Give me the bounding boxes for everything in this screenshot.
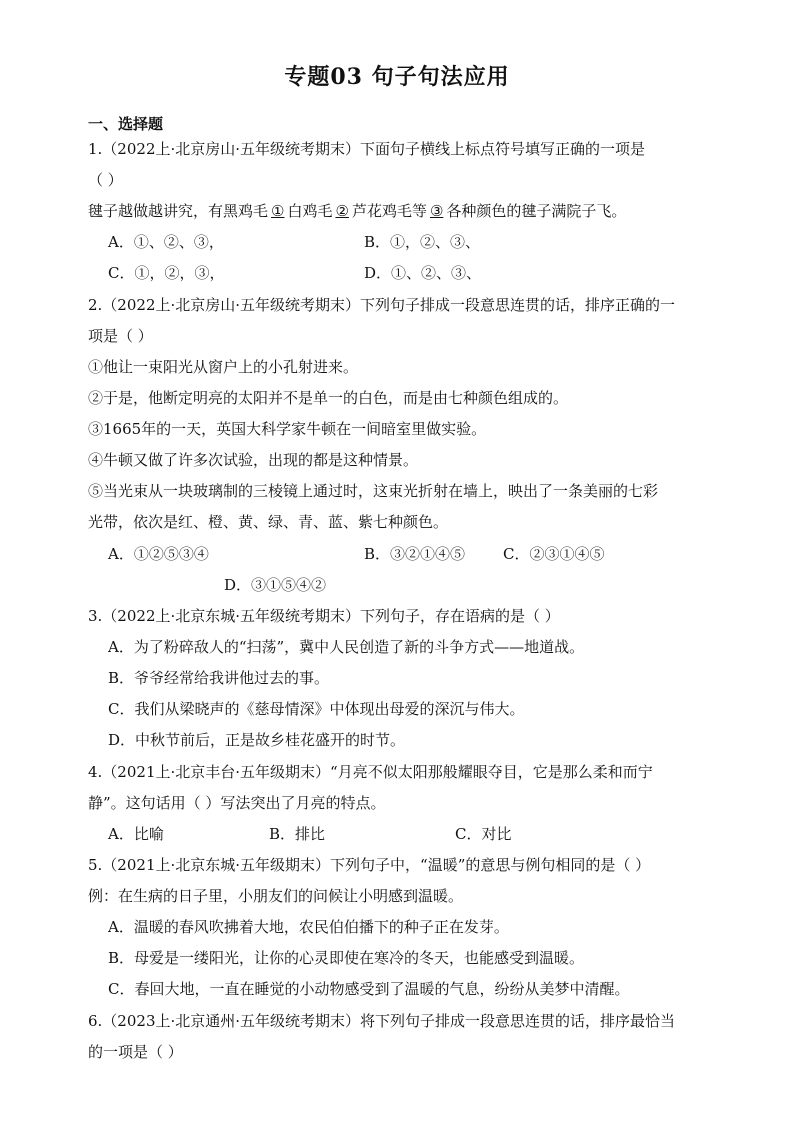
q2-option-b: B．③②①④⑤: [364, 545, 466, 563]
q2-option-d: D．③①⑤④②: [224, 576, 327, 594]
q1-sentence: [88, 201, 626, 221]
q3-option-c: C．我们从梁晓声的《慈母情深》中体现出母爱的深沉与伟大。: [108, 700, 525, 718]
q1-blank-3: ③: [429, 202, 444, 220]
q2-item-1: ①他让一束阳光从窗户上的小孔射进来。: [88, 358, 359, 376]
q5-stem: 5.（2021上·北京东城·五年级期末）下列句子中，“温暖”的意思与例句相同的是（ ）: [88, 856, 651, 874]
q1-sentence-part3: 芦花鸡毛等: [351, 202, 427, 220]
q5-option-b: B．母爱是一缕阳光，让你的心灵即使在寒冷的冬天，也能感受到温暖。: [108, 949, 585, 967]
q1-stem: 1.（2022上·北京房山·五年级统考期末）下面句子横线上标点符号填写正确的一项是: [88, 140, 646, 158]
q1-option-c: C．①，②，③，: [108, 264, 225, 282]
q2-option-c: C．②③①④⑤: [503, 545, 605, 563]
q6-stem-line2: 的一项是（ ）: [88, 1043, 183, 1061]
q2-item-4: ④牛顿又做了许多次试验，出现的都是这种情景。: [88, 451, 419, 469]
q2-item-3: ③1665年的一天，英国大科学家牛顿在一间暗室里做实验。: [88, 420, 487, 438]
q1-sentence-part4: 各种颜色的毽子满院子飞。: [446, 202, 627, 220]
q4-stem-line1: 4.（2021上·北京丰台·五年级期末）“月亮不似太阳那般耀眼夺目，它是那么柔和而宁: [88, 763, 653, 781]
q1-blank-2: ②: [335, 202, 349, 220]
q5-example: 例：在生病的日子里，小朋友们的问候让小明感到温暖。: [88, 887, 464, 905]
q2-stem-line2: 项是（ ）: [88, 327, 153, 345]
q1-option-b: B．①，②、③、: [364, 233, 481, 251]
q1-option-d: D．①、②、③、: [364, 264, 482, 282]
section-heading: 一、选择题: [88, 115, 164, 133]
q3-option-a: A．为了粉碎敌人的“扫荡”，冀中人民创造了新的斗争方式——地道战。: [108, 638, 585, 656]
q4-option-b: B．排比: [269, 825, 326, 843]
q4-stem-line2: 静”。这句话用（ ）写法突出了月亮的特点。: [88, 794, 386, 812]
q2-item-5-line2: 光带，依次是红、橙、黄、绿、青、蓝、紫七种颜色。: [88, 513, 449, 531]
q1-sentence-part2: 白鸡毛: [287, 202, 333, 220]
q1-answer-paren: （ ）: [88, 171, 123, 189]
q6-stem-line1: 6.（2023上·北京通州·五年级统考期末）将下列句子排成一段意思连贯的话，排序最恰当: [88, 1012, 676, 1030]
q3-option-b: B．爷爷经常给我讲他过去的事。: [108, 669, 330, 687]
q5-option-c: C．春回大地，一直在睡觉的小动物感受到了温暖的气息，纷纷从美梦中清醒。: [108, 980, 630, 998]
q3-stem: 3.（2022上·北京东城·五年级统考期末）下列句子，存在语病的是（ ）: [88, 607, 560, 625]
q2-item-5-line1: ⑤当光束从一块玻璃制的三棱镜上通过时，这束光折射在墙上，映出了一条美丽的七彩: [88, 482, 659, 500]
q4-option-c: C．对比: [455, 825, 512, 843]
q5-option-a: A．温暖的春风吹拂着大地，农民伯伯播下的种子正在发芽。: [108, 918, 509, 936]
page-title: 专题03 句子句法应用: [284, 64, 510, 90]
q1-blank-1: ①: [271, 202, 285, 220]
q2-item-2: ②于是，他断定明亮的太阳并不是单一的白色，而是由七种颜色组成的。: [88, 389, 569, 407]
q2-stem-line1: 2.（2022上·北京房山·五年级统考期末）下列句子排成一段意思连贯的话，排序正确的一: [88, 296, 676, 314]
q1-option-a: A．①、②、③，: [108, 233, 224, 251]
q4-option-a: A．比喻: [108, 825, 164, 843]
q1-sentence-part1: 毽子越做越讲究，有黑鸡毛: [88, 202, 269, 220]
q3-option-d: D．中秋节前后，正是故乡桂花盛开的时节。: [108, 731, 406, 749]
q2-option-a: A．①②⑤③④: [108, 545, 209, 563]
